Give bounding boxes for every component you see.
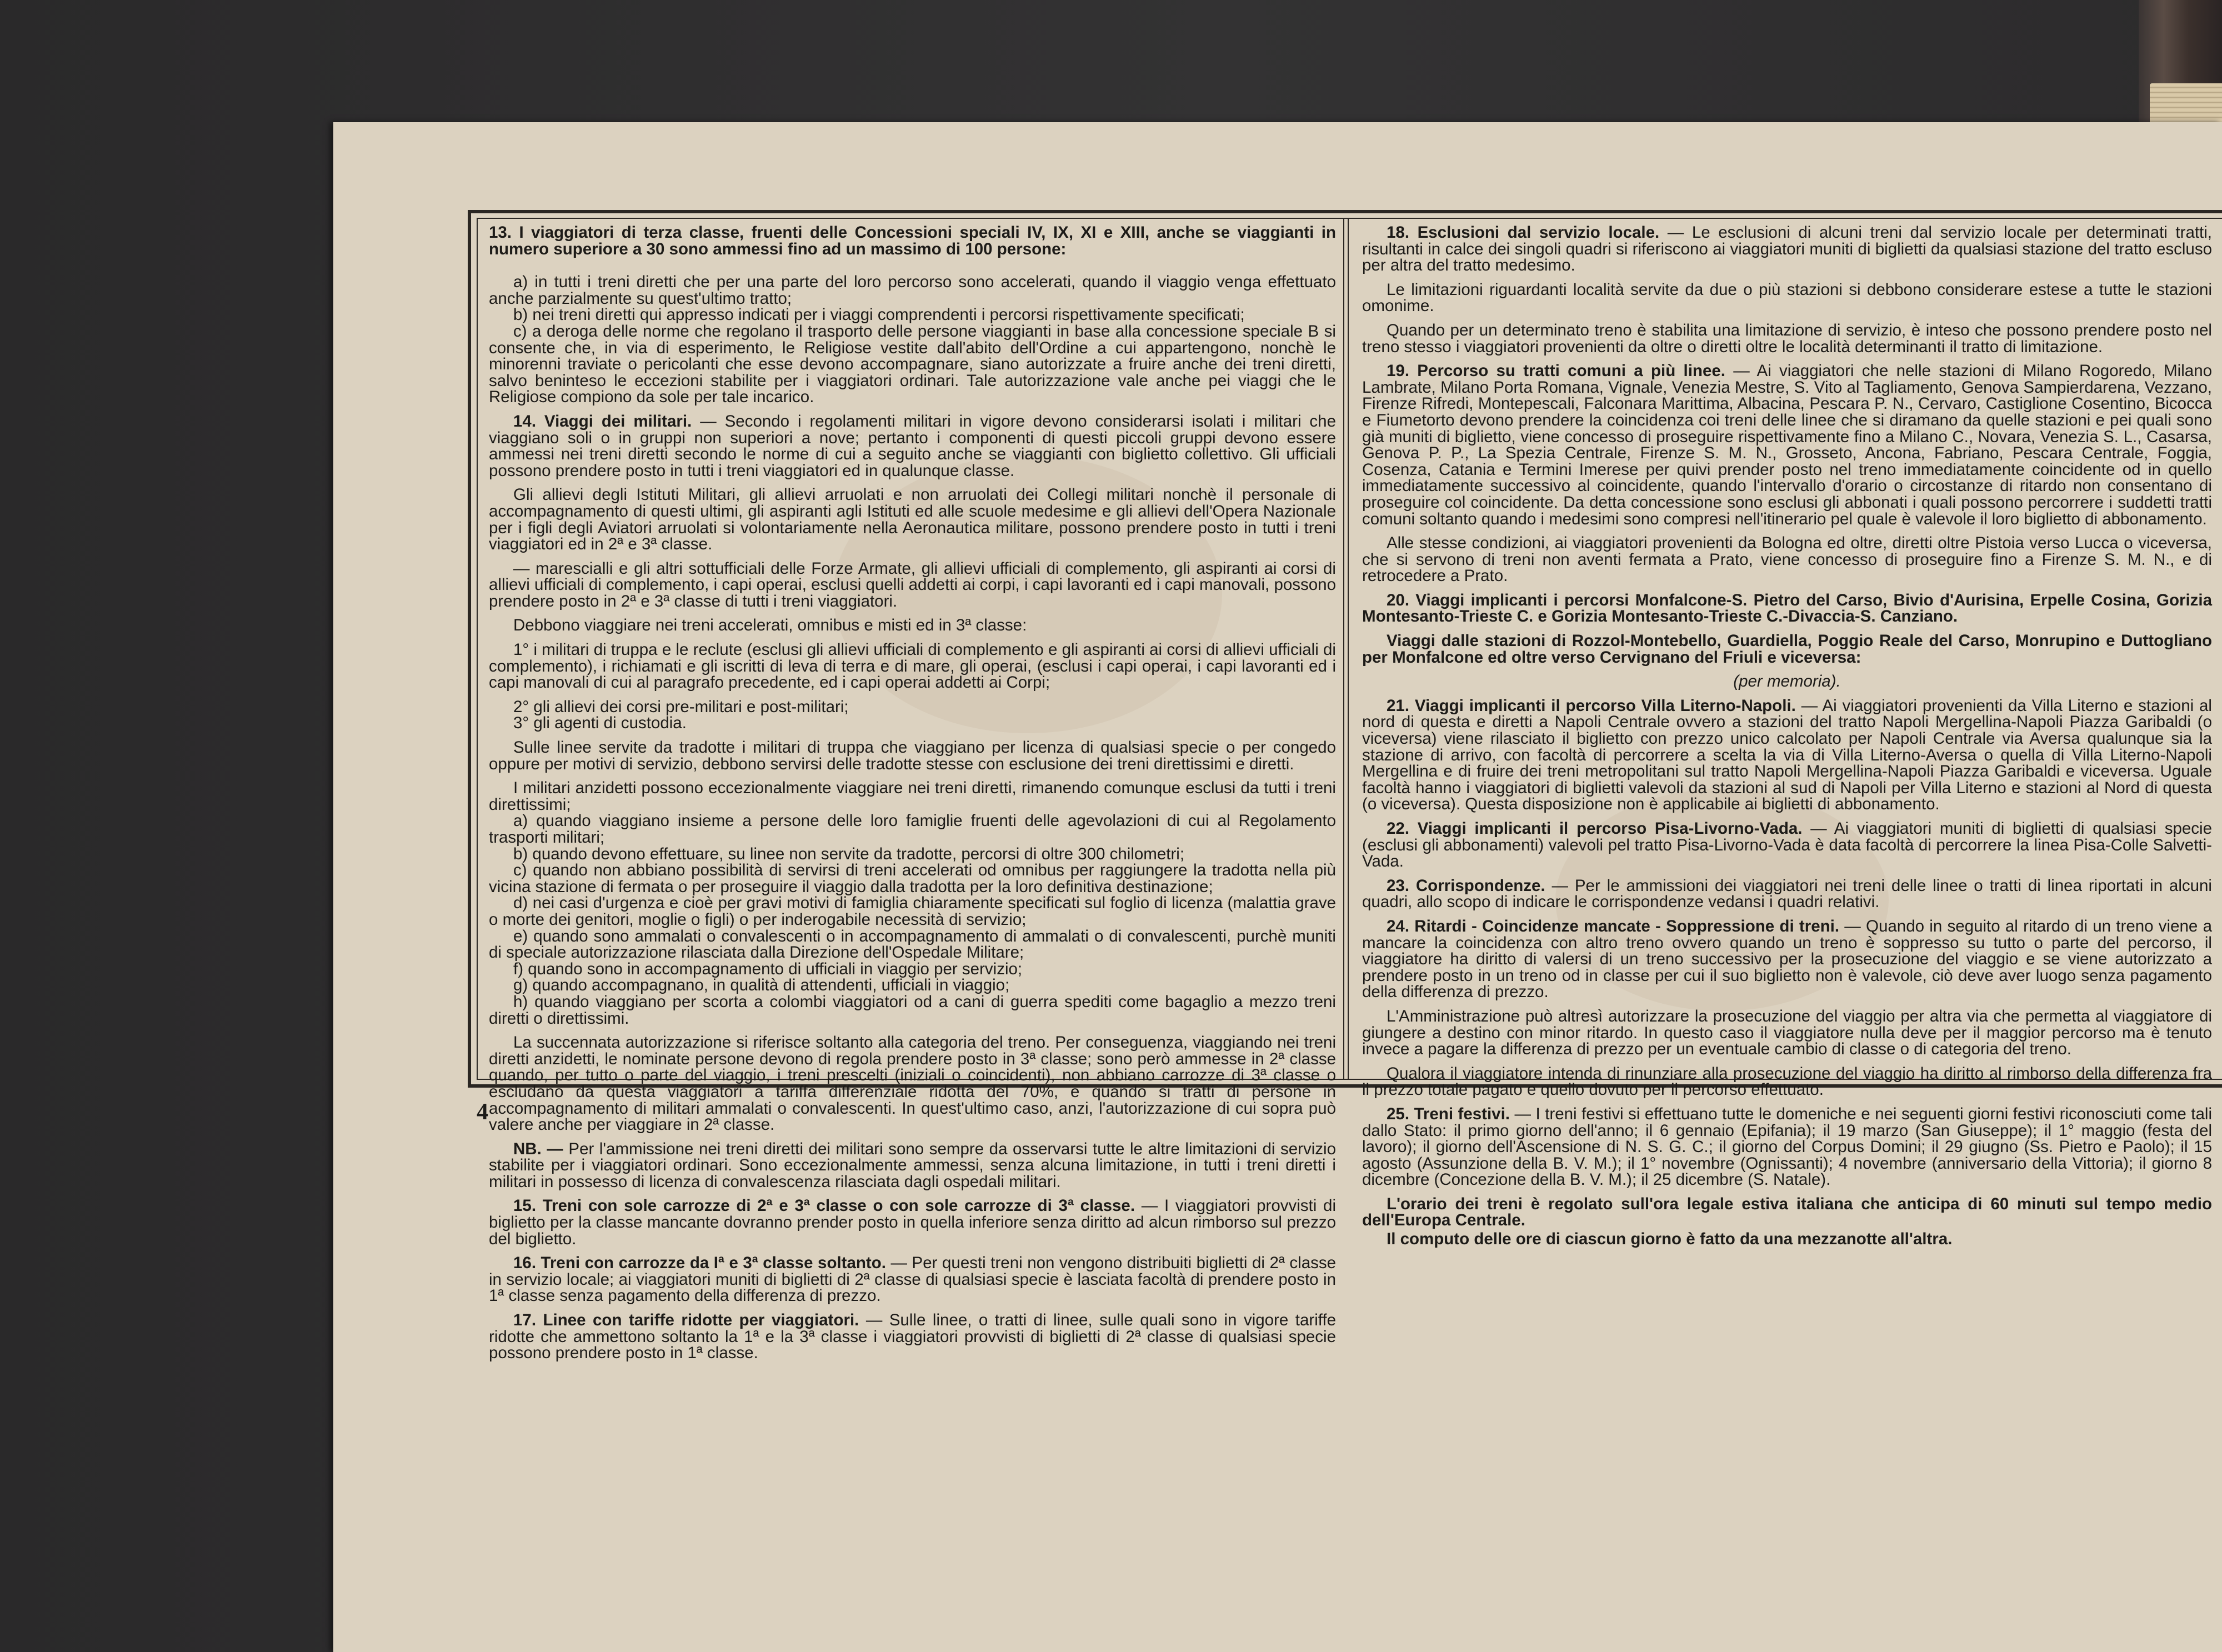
section-21-text: — Ai viaggiatori provenienti da Villa Literno e stazioni al nord di questa e diretti a Napoli Centrale ovvero a stazioni del tratto Napoli Mergellina-Napoli Piazza Garibaldi (o viceversa) viene rilasciato il biglietto con prezzo unico calcolato per Napoli Centrale via Aversa qualunque sia la stazione di arrivo, con facoltà di percorrere a scelta la via di Villa Literno-Aversa o quella di Villa Literno-Napoli Mergellina e di fruire dei treni metropolitani sul tratto Napoli Mergellina-Napoli Piazza Garibaldi e viceversa. Uguale facoltà hanno i viaggiatori di biglietti valevoli da stazioni al sud di Napoli per Villa Literno e stazioni al Nord di questa (o viceversa). Questa disposizione non è applicabile ai biglietti di abbonamento. [1362,696,2212,814]
section-14-text: — Secondo i regolamenti militari in vigore devono considerarsi isolati i militari che viaggiano soli o in gruppi non superiori a nove; pertanto i componenti di questi piccoli gruppi devono essere ammessi nei treni diretti secondo le norme di cui a seguito anche se viaggianti con biglietto collettivo. Gli ufficiali possono prendere posto in tutti i treni viaggiatori ed in qualunque classe. [489,412,1336,480]
section-22-text: — Ai viaggiatori muniti di biglietti di qualsiasi specie (esclusi gli abbonamenti) valevoli pel tratto Pisa-Livorno-Vada è data facoltà di percorrere la linea Pisa-Colle Salvetti-Vada. [1362,819,2212,871]
section-18-text: — Le esclusioni di alcuni treni dal servizio locale per determinati tratti, risultanti in calce dei singoli quadri si riferiscono ai viaggiatori muniti di biglietti da qualsiasi stazione del tratto escluso per altra del tratto medesimo. [1362,223,2212,275]
nb-text: Per l'ammissione nei treni diretti dei militari sono sempre da osservarsi tutte le altre limitazioni di servizio stabilite per i viaggiatori ordinari. Sono eccezionalmente ammessi, senza alcuna limitazione, in tutti i treni diretti i militari in possesso di licenza di convalescenza rilasciata dagli ospedali militari. [489,1139,1337,1191]
section-16-title: 16. Treni con carrozze da Iª e 3ª classe soltanto. [513,1254,886,1273]
section-20-memo: (per memoria). [1733,672,1841,691]
section-25-text: — I treni festivi si effettuano tutte le domeniche e nei seguenti giorni festivi riconosciuti come tali dallo Stato: il primo giorno dell'anno; il 6 gennaio (Epifania); il 19 marzo (San Giuseppe); il 1° maggio (festa del lavoro); il giorno dell'Ascensione di N. S. G. C.; il giorno del Corpus Domini; il 29 giugno (Ss. Pietro e Paolo); il 15 agosto (Assunzione della B. V. M.); il 1° novembre (Ognissanti); 4 novembre (anniversario della Vittoria); il giorno 8 dicembre (Concezione della B. V. M.); il 25 dicembre (S. Natale). [1362,1104,2213,1189]
section-21-paragraph [1362,698,2212,813]
section-18-paragraph [1362,224,2212,274]
section-24-title: 24. Ritardi - Coincidenze mancate - Soppressione di treni. [1387,917,1840,935]
section-16-text: — Per questi treni non vengono distribuiti biglietti di 2ª classe in servizio locale; ai viaggiatori muniti di biglietti di 2ª classe di qualsiasi specie è lasciata facoltà di prendere posto in 1ª classe senza pagamento della differenza di prezzo. [489,1254,1337,1305]
section-23-paragraph [1362,878,2212,910]
section-14-item-b: b) quando devono effettuare, su linee non servite da tradotte, percorsi di oltre 300 chilometri; [513,844,1185,863]
section-24-p2: L'Amministrazione può altresì autorizzare la prosecuzione del viaggio per altra via che permetta al viaggiatore di giungere a destino con minor ritardo. In questo caso il viaggiatore nulla deve per il maggior percorso ma è tenuto invece a pagare la differenza di prezzo per un eventuale cambio di classe o di categoria del treno. [1362,1007,2212,1059]
section-20-title: 20. Viaggi implicanti i percorsi Monfalcone-S. Pietro del Carso, Bivio d'Aurisina, Erpelle Cosina, Gorizia Montesanto-Trieste C. e Gorizia Montesanto-Trieste C.-Divaccia-S. Canziano. [1362,590,2212,626]
section-14-p9: I militari anzidetti possono eccezionalmente viaggiare nei treni diretti, rimanendo comunque esclusi da tutti i treni direttissimi; [489,779,1336,814]
final-note-2: Il computo delle ore di ciascun giorno è fatto da una mezzanotte all'altra. [1387,1230,1953,1249]
section-24-text: — Quando in seguito al ritardo di un treno viene a mancare la coincidenza con altro treno ovvero quando un treno è soppresso su tutto o parte del percorso, il viaggiatore ha diritto di valersi di un treno successivo per la prosecuzione del viaggio e se viene autorizzato a prendere posto in un treno od in classe per cui il suo biglietto non è valevole, ciò deve aver luogo senza pagamento della differenza di prezzo. [1362,917,2212,1002]
nb-paragraph [489,1141,1336,1190]
section-14-p8: Sulle linee servite da tradotte i militari di truppa che viaggiano per licenza di qualsiasi specie o per congedo oppure per motivi di servizio, debbono servirsi delle tradotte stesse con esclusione dei treni direttissimi e diretti. [489,738,1336,773]
section-16-paragraph [489,1255,1336,1304]
section-13-item-c: c) a deroga delle norme che regolano il trasporto delle persone viaggianti in base alla concessione speciale B si consente che, in via di esperimento, le Religiose vestite dall'abito dell'Ordine a cui appartengono, nonchè le minorenni traviate o pericolanti che esse devono accompagnare, siano autorizzate a fruire anche dei treni diretti, salvo beninteso le eccezioni stabilite per i viaggiatori ordinari. Tale autorizzazione vale anche pei viaggi che le Religiose compiono da sole per tale incarico. [489,322,1336,407]
document-page [333,122,2222,1652]
section-24-paragraph [1362,918,2212,1000]
section-13-title: 13. I viaggiatori di terza classe, fruenti delle Concessioni speciali IV, IX, XI e XIII, anche se viaggianti in numero superiore a 30 sono ammessi fino ad un massimo di 100 persone: [489,223,1336,258]
section-23-text: — Per le ammissioni dei viaggiatori nei treni delle linee o tratti di linea riportati in alcuni quadri, allo scopo di indicare le corrispondenze vedansi i quadri relativi. [1362,876,2212,912]
section-14-p7: 3° gli agenti di custodia. [513,714,687,733]
section-24-p3: Qualora il viaggiatore intenda di rinunziare alla prosecuzione del viaggio ha diritto al rimborso della differenza fra il prezzo totale pagato e quello dovuto per il percorso effettuato. [1362,1064,2212,1099]
section-14-item-h: h) quando viaggiano per scorta a colombi viaggiatori od a cani di guerra spediti come bagaglio a mezzo treni diretti o direttissimi. [489,992,1336,1028]
left-column [489,223,1337,1363]
section-14-item-a: a) quando viaggiano insieme a persone delle loro famiglie fruenti delle agevolazioni di cui al Regolamento trasporti militari; [489,812,1336,847]
section-14-item-d: d) nei casi d'urgenza e cioè per gravi motivi di famiglia chiaramente specificati sul foglio di licenza (malattia grave o morte dei genitori, moglie o figli) o per inderogabile necessità di servizio; [489,894,1336,929]
section-19-p2: Alle stesse condizioni, ai viaggiatori provenienti da Bologna ed oltre, diretti oltre Pistoia verso Lucca o viceversa, che si servono di treni non aventi fermata a Prato, viene concesso di proseguire fino a Firenze S. M. N., e di retrocedere a Prato. [1362,534,2212,585]
section-14-item-f: f) quando sono in accompagnamento di ufficiali in viaggio per servizio; [513,959,1023,978]
section-15-paragraph [489,1198,1336,1247]
section-22-title: 22. Viaggi implicanti il percorso Pisa-Livorno-Vada. [1387,819,1803,838]
section-18-p2: Le limitazioni riguardanti località servite da due o più stazioni si debbono considerare estese a tutte le stazioni omonime. [1362,280,2212,316]
section-15-text: — I viaggiatori provvisti di biglietto per la classe mancante dovranno prender posto in quella inferiore senza diritto ad alcun rimborso sul prezzo del biglietto. [489,1197,1336,1248]
section-17-paragraph [489,1312,1336,1361]
section-14-item-e: e) quando sono ammalati o convalescenti o in accompagnamento di ammalati o di convalescenti, purchè muniti di speciale autorizzazione rilasciata dalla Direzione dell'Ospedale Militare; [489,927,1336,962]
text-frame [468,210,2222,1363]
nb-label: NB. — [513,1139,563,1158]
section-14-p4: Debbono viaggiare nei treni accelerati, omnibus e misti ed in 3ª classe: [513,616,1027,635]
section-14-item-c: c) quando non abbiano possibilità di servirsi di treni accelerati od omnibus per raggiungere la tradotta nella più vicina stazione di fermata o per proseguire il viaggio dalla tradotta per la loro definitiva destinazione; [489,861,1336,896]
section-14-p5: 1° i militari di truppa e le reclute (esclusi gli allievi ufficiali di complemento e gli aspiranti ai corsi di allievi ufficiali di complemento), i richiamati e gli iscritti di leva di terra e di mare, gli operai, (esclusi i capi operai, i capi lavoranti ed i capi manovali di cui al paragrafo precedente, ed i capi operai addetti ai Corpi; [489,640,1336,692]
book-pages-edge [2150,83,2222,128]
final-note-1: L'orario dei treni è regolato sull'ora legale estiva italiana che anticipa di 60 minuti sul tempo medio dell'Europa Centrale. [1362,1194,2212,1230]
section-25-title: 25. Treni festivi. [1387,1104,1510,1123]
section-19-title: 19. Percorso su tratti comuni a più linee. [1387,362,1725,381]
text-frame-inner [477,218,2222,1363]
section-15-title: 15. Treni con sole carrozze di 2ª e 3ª classe o con sole carrozze di 3ª classe. [513,1197,1135,1215]
section-20-p2: Viaggi dalle stazioni di Rozzol-Montebello, Guardiella, Poggio Reale del Carso, Monrupino e Duttogliano per Monfalcone ed oltre verso Cervignano del Friuli e viceversa: [1362,632,2212,667]
section-19-paragraph [1362,363,2212,527]
section-19-text: — Ai viaggiatori che nelle stazioni di Milano Rogoredo, Milano Lambrate, Milano Porta Romana, Vignale, Venezia Mestre, S. Vito al Tagliamento, Genova Sampierdarena, Vezzano, Firenze Rifredi, Montepescali, Falconara Marittima, Albacina, Pescara P. N., Cervaro, Castiglione Cosentino, Bicocca e Fiumetorto devono prendere la coincidenza coi treni delle linee che si diramano da quelle stazioni e pei quali sono già muniti di biglietto, viene concesso di proseguire rispettivamente fino a Milano C., Novara, Venezia S. L., Casarsa, Genova P. P., La Spezia Centrale, Firenze S. M. N., Grosseto, Ancona, Fabriano, Pescara Centrale, Foggia, Cosenza, Catania e Termini Imerese per quivi prender posto nel treno immediatamente coincidente od in quello immediatamente successivo al coincidente, quando l'intervallo d'orario o circostanze di ritardo non consentano di proseguire col coincidente. Da detta concessione sono esclusi gli abbonati i quali possono percorrere i suddetti tratti comuni soltanto quando i medesimi sono compresi nell'itinerario pel quale è valevole il loro biglietto di abbonamento. [1362,362,2213,528]
section-23-title: 23. Corrispondenze. [1387,876,1545,895]
page-number: 4 [477,1099,488,1125]
right-column [1362,223,2213,1249]
column-divider [1343,219,1349,1079]
section-14-p10: La succennata autorizzazione si riferisce soltanto alla categoria del treno. Per conseguenza, viaggiando nei treni diretti anzidetti, le nominate persone devono di regola prendere posto in 3ª classe; sono però ammesse in 2ª classe quando, per tutto o parte del viaggio, i treni prescelti (iniziali o coincidenti), non abbiano carrozze di 3ª classe o escludano da questa viaggiatori a tariffa differenziale ridotta del 70%, e quando si tratti di persone in accompagnamento di militari ammalati o convalescenti. In quest'ultimo caso, anzi, l'autorizzazione di cui sopra può valere anche per viaggiare in 2ª classe. [489,1033,1336,1134]
section-14-paragraph [489,413,1336,479]
section-22-paragraph [1362,820,2212,870]
section-13-item-a: a) in tutti i treni diretti che per una parte del loro percorso sono accelerati, quando il viaggio venga effettuato anche parzialmente su quest'ultimo tratto; [489,273,1336,308]
section-18-title: 18. Esclusioni dal servizio locale. [1387,223,1660,242]
section-18-p3: Quando per un determinato treno è stabilita una limitazione di servizio, è inteso che possono prendere posto nel treno stesso i viaggiatori provenienti da oltre o diretti oltre le località determinanti il tratto di limitazione. [1362,321,2212,356]
section-13-item-b: b) nei treni diretti qui appresso indicati per i viaggi comprendenti i percorsi rispettivamente specificati; [513,306,1245,324]
section-25-paragraph [1362,1106,2212,1188]
section-17-title: 17. Linee con tariffe ridotte per viaggiatori. [513,1311,859,1330]
section-14-title: 14. Viaggi dei militari. [513,412,692,430]
section-17-text: — Sulle linee, o tratti di linee, sulle quali sono in vigore tariffe ridotte che ammettono soltanto la 1ª e la 3ª classe i viaggiatori provvisti di biglietti di 2ª classe di qualsiasi specie possono prendere posto in 1ª classe. [489,1311,1337,1363]
section-14-item-g: g) quando accompagnano, in qualità di attendenti, ufficiali in viaggio; [513,976,1010,995]
section-21-title: 21. Viaggi implicanti il percorso Villa Literno-Napoli. [1387,696,1796,715]
section-14-p2: Gli allievi degli Istituti Militari, gli allievi arruolati e non arruolati dei Collegi militari nonchè il personale di accompagnamento di questi ultimi, gli aspiranti agli Istituti ed alle scuole medesime e gli allievi dell'Opera Nazionale per i figli degli Aviatori arruolati si volontariamente nella Aeronautica militare, possono prendere posto in tutti i treni viaggiatori ed in 2ª e 3ª classe. [489,485,1336,554]
section-14-p3: — marescialli e gli altri sottufficiali delle Forze Armate, gli allievi ufficiali di complemento, gli aspiranti ai corsi di allievi ufficiali di complemento, i capi operai, esclusi quelli addetti ai corpi, i capi lavoranti ed i capi manovali, possono prendere posto in 2ª e 3ª classe di tutti i treni viaggiatori. [489,559,1336,610]
section-14-p6: 2° gli allievi dei corsi pre-militari e post-militari; [513,697,849,716]
